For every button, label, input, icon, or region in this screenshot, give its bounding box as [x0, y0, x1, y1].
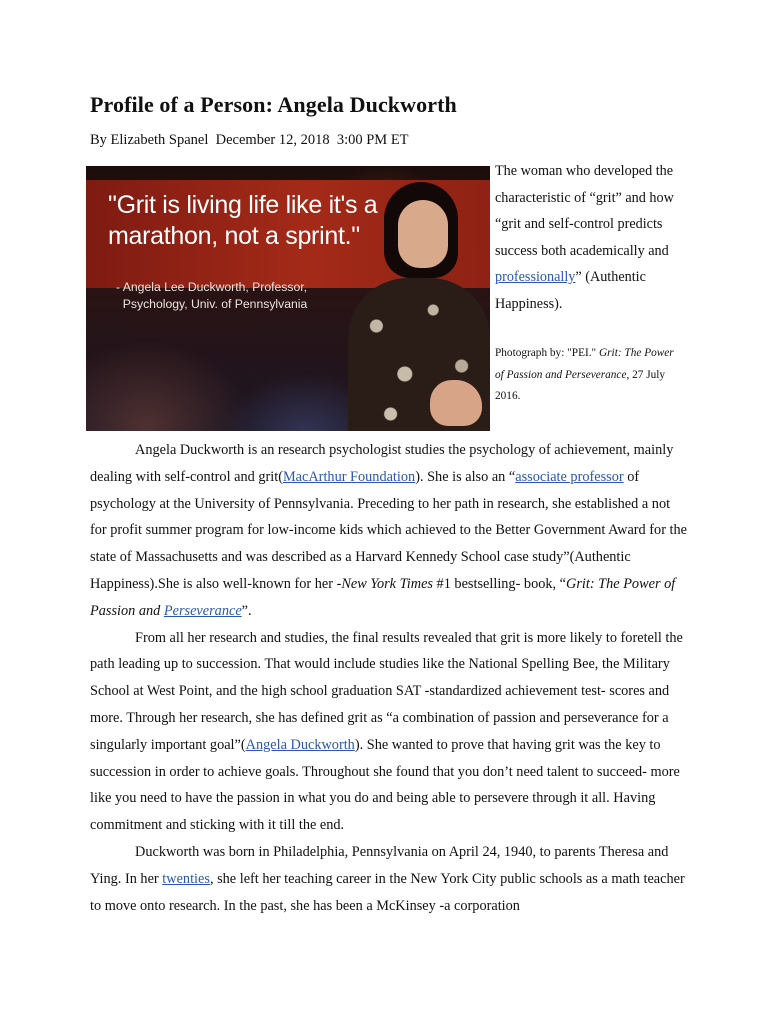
link-twenties[interactable]: twenties	[162, 870, 210, 887]
p1-text-e: ”.	[241, 602, 252, 619]
link-associate-professor[interactable]: associate professor	[515, 468, 624, 485]
caption-prefix: Photograph by: "PEI."	[495, 347, 599, 359]
photo-caption	[495, 343, 685, 408]
link-macarthur-foundation[interactable]: MacArthur Foundation	[282, 468, 416, 485]
p3-text-b: , she left her teaching career in the New York City public schools as a math teacher to move onto research. In the past, she has been a McKinsey -a corporation	[90, 870, 685, 914]
body-paragraph-3	[90, 839, 690, 919]
body-paragraph-1	[90, 437, 690, 625]
photo-person-hand	[430, 380, 482, 426]
photo-caption-paragraph	[495, 343, 685, 408]
photo-quote-text: "Grit is living life like it's a marathon, not a sprint."	[108, 191, 378, 250]
body-paragraph-2	[90, 625, 690, 839]
p1-text-c: of psychology at the University of Pennsylvania. Preceding to her path in research, she established a not for profit summer program for low-income kids which achieved to the Better Government Award for the state of Massachusetts and was described as a Harvard Kennedy School case study”(Authentic Happiness).She is also well-known for her -	[90, 468, 687, 592]
sidebar-paragraph	[495, 158, 695, 318]
sidebar-text	[495, 158, 695, 318]
p1-text-a: Angela Duckworth is an research psychologist studies the psychology of achievement, mainly dealing with self-control and grit(	[90, 442, 674, 485]
p1-text-b: ). She is also an “	[415, 468, 516, 485]
p1-text-d: #1 bestselling- book, “	[432, 575, 567, 592]
p2-text-b: ). She wanted to prove that having grit was the key to succession in order to achieve goals. Throughout she found that you don’t need talent to succeed- more like you need to have the passion in what you do and being able to persevere through it all. Having commitment and sticking with it till the end.	[90, 736, 680, 834]
caption-book-title: Grit: The Power of Passion and Perseverance	[495, 347, 674, 381]
article-byline: By Elizabeth Spanel December 12, 2018 3:00 PM ET	[90, 132, 409, 148]
caption-date: , 27 July 2016.	[495, 368, 666, 403]
link-professionally[interactable]: professionally	[495, 269, 576, 286]
p1-perseverance: Perseverance	[163, 602, 242, 619]
link-angela-duckworth[interactable]: Angela Duckworth	[245, 736, 355, 753]
sidebar-text-1: The woman who developed the characteristic of “grit” and how “grit and self-control predicts success both academically and	[495, 163, 674, 259]
article-photo	[86, 166, 490, 431]
p1-nyt: New York Times	[341, 575, 433, 592]
sidebar-text-2: ” (Authentic Happiness).	[495, 269, 646, 312]
photo-quote-attribution: - Angela Lee Duckworth, Professor, Psychology, Univ. of Pennsylvania	[116, 280, 308, 311]
p3-text-a: Duckworth was born in Philadelphia, Pennsylvania on April 24, 1940, to parents Theresa and Ying. In her	[90, 843, 669, 887]
photo-person-face	[398, 200, 448, 268]
p2-text-a: From all her research and studies, the final results revealed that grit is more likely to foretell the path leading up to succession. That would include studies like the National Spelling Bee, the Military School at West Point, and the high school graduation SAT -standardized achievement test- scores and more. Through her research, she has defined grit as “a combination of passion and perseverance for a singularly important goal”(	[90, 629, 683, 753]
article-body	[90, 437, 690, 919]
link-perseverance[interactable]	[164, 603, 242, 619]
p1-book-title: Grit: The Power of Passion and	[90, 575, 676, 619]
article-title: Profile of a Person: Angela Duckworth	[90, 92, 457, 117]
